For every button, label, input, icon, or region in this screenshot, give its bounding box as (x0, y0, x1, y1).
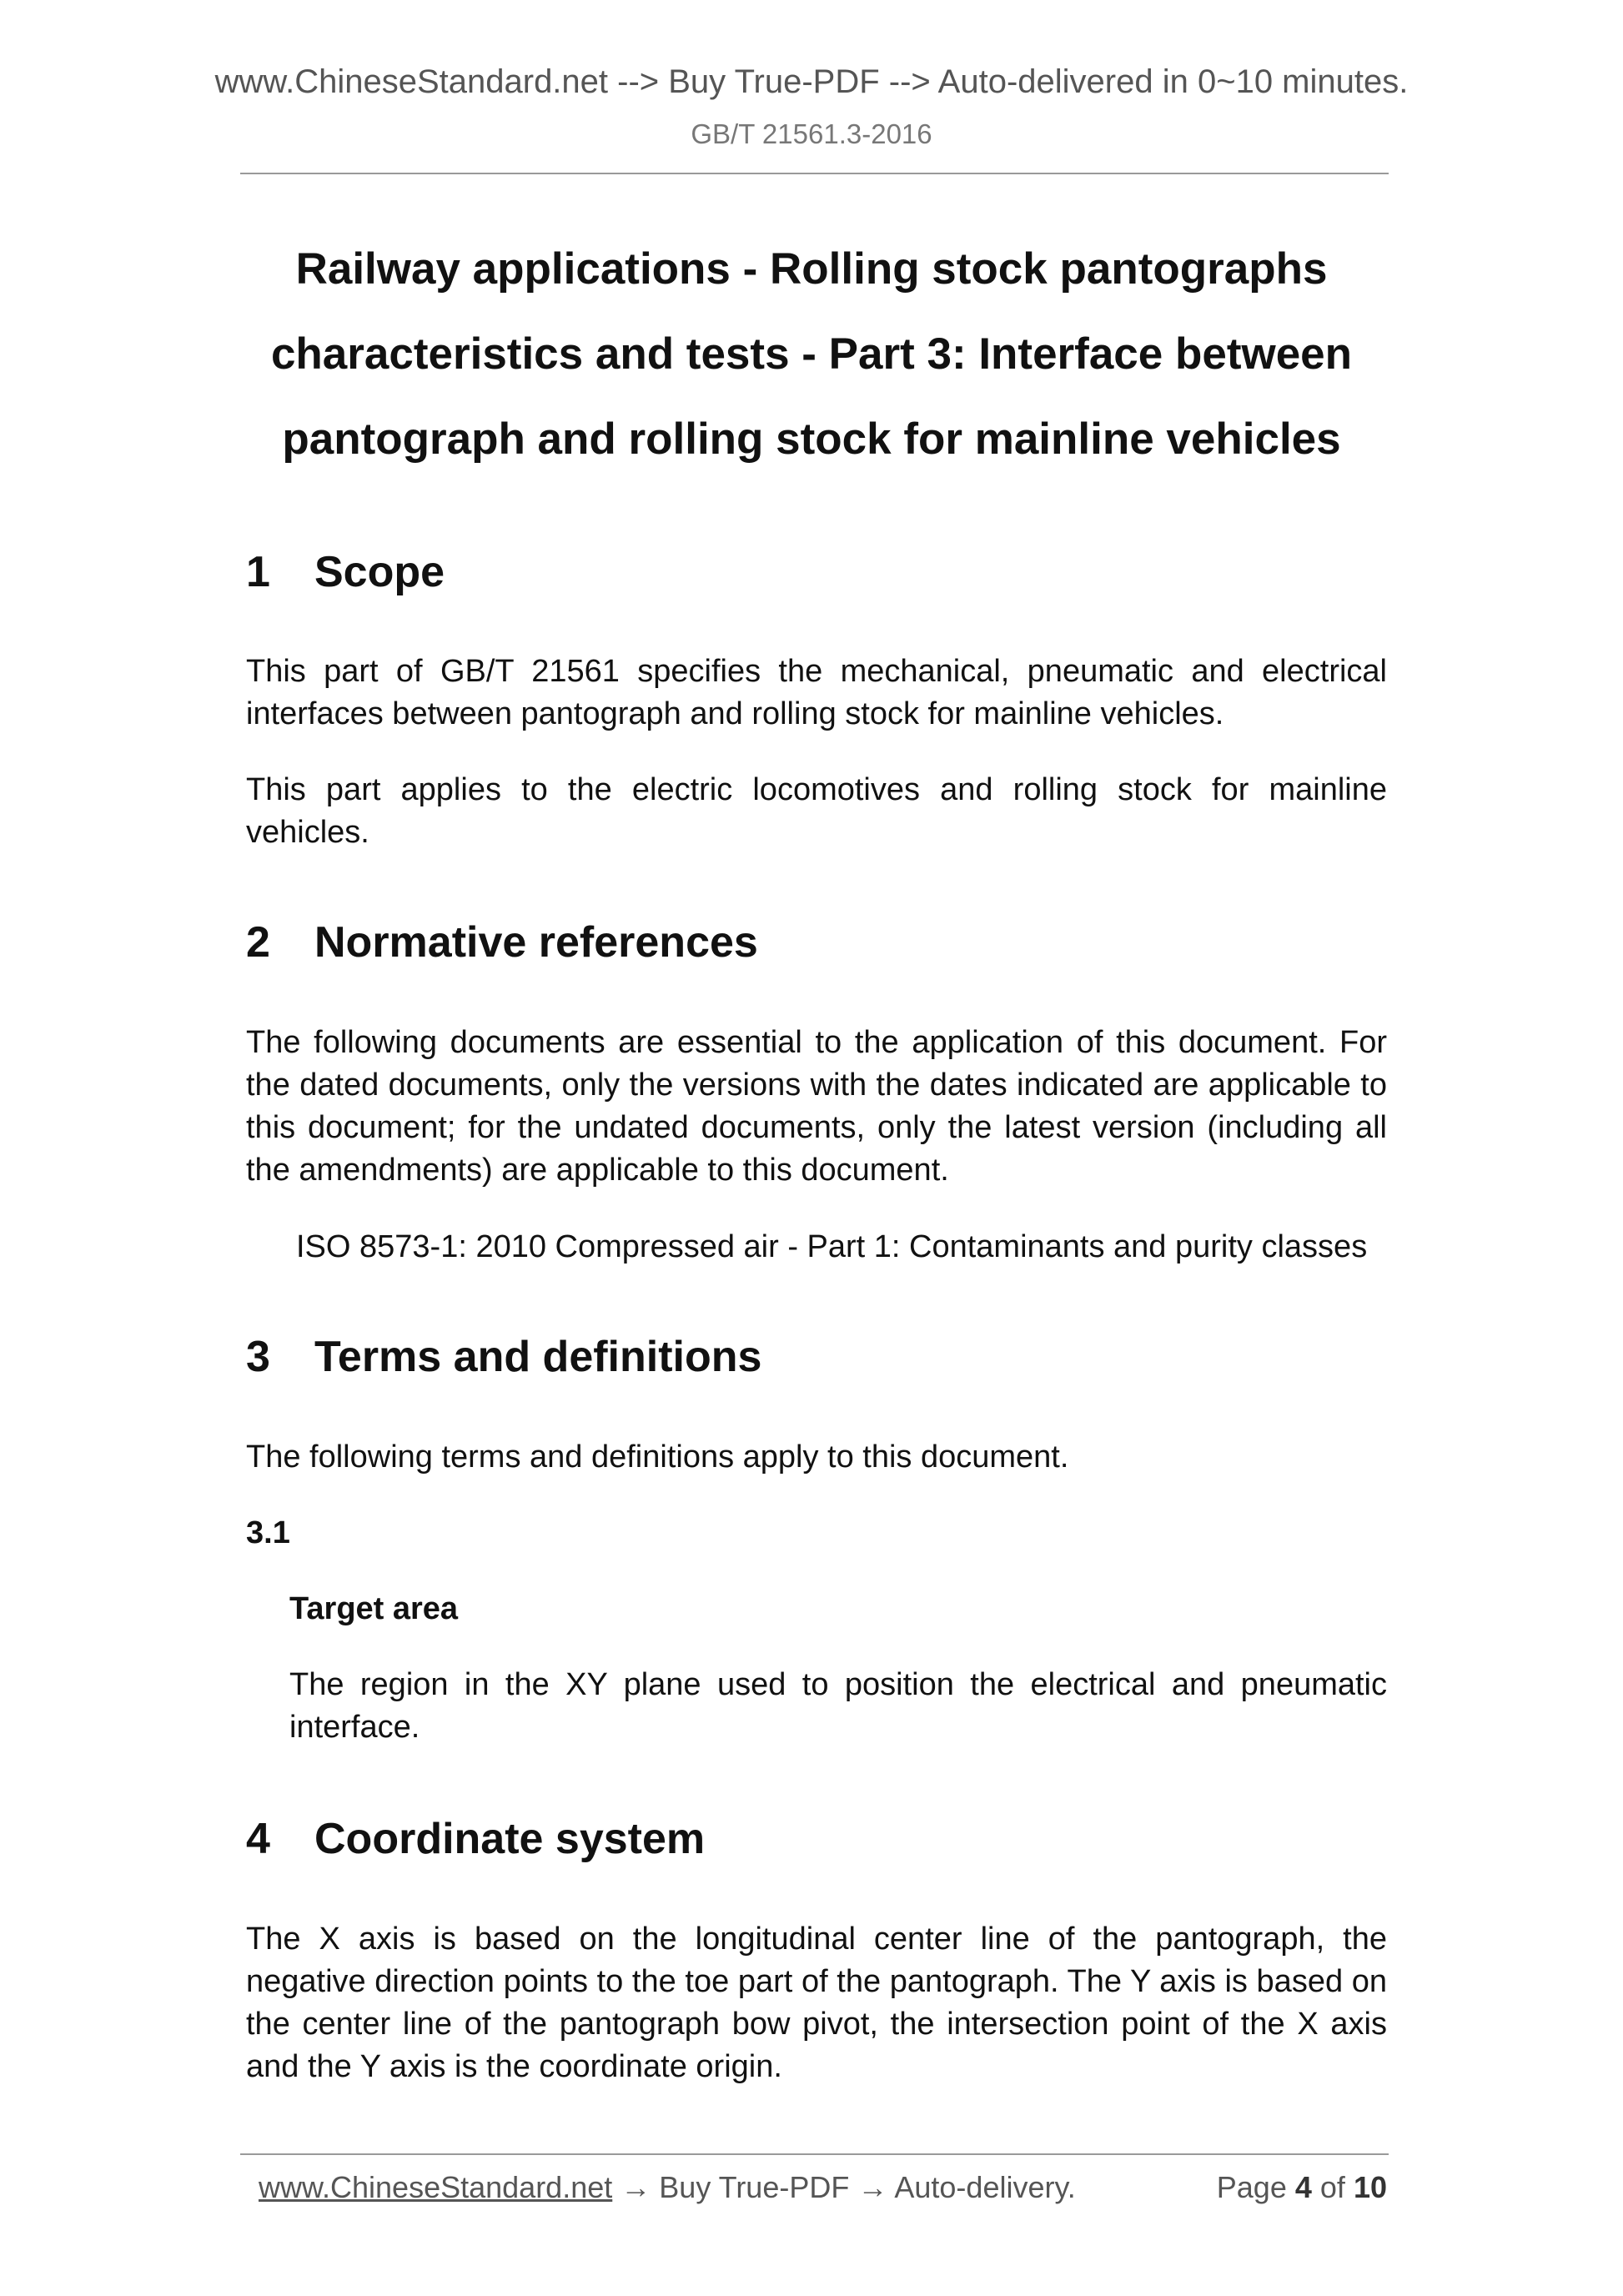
header-banner: www.ChineseStandard.net --> Buy True-PDF --> Auto-delivered in 0~10 minutes. (214, 63, 1409, 100)
section-heading-normative-references (246, 917, 758, 967)
term-number: 3.1 (246, 1515, 290, 1550)
section-title: Scope (314, 548, 445, 596)
scope-paragraph-1: This part of GB/T 21561 specifies the mechanical, pneumatic and electrical interfaces between pantograph and rolling stock for mainline vehicles. (246, 654, 1387, 731)
document-title (217, 227, 1406, 482)
term-definition: The region in the XY plane used to position the electrical and pneumatic interface. (289, 1667, 1387, 1745)
footer-links (259, 2170, 1076, 2205)
section-title: Coordinate system (314, 1815, 706, 1863)
scope-paragraph-2: This part applies to the electric locomotives and rolling stock for mainline vehicles. (246, 772, 1387, 850)
total-pages: 10 (1353, 2170, 1387, 2204)
page-number: 4 (1294, 2170, 1312, 2204)
header-divider (240, 173, 1389, 174)
section-number: 4 (246, 1815, 270, 1863)
arrow-icon: → (857, 2170, 888, 2204)
normative-paragraph: The following documents are essential to the application of this document. For the dated documents, only the versions with the dates indicated are applicable to this document; for the undated documents, only the latest version (including all the amendments) are applicable to this document. (246, 1025, 1387, 1188)
section-title: Terms and definitions (314, 1333, 762, 1381)
page-indicator (1217, 2170, 1387, 2205)
arrow-icon: → (621, 2170, 651, 2204)
section-number: 2 (246, 918, 270, 967)
reference-item: ISO 8573-1: 2010 Compressed air - Part 1: Contaminants and purity classes (296, 1229, 1368, 1264)
footer-delivery-text: Auto-delivery. (894, 2170, 1076, 2204)
section-heading-coordinate-system (246, 1814, 705, 1864)
title-line-2: characteristics and tests - Part 3: Interface between (270, 329, 1353, 379)
footer-divider (240, 2153, 1389, 2155)
section-number: 3 (246, 1333, 270, 1381)
section-number: 1 (246, 548, 270, 596)
section-heading-terms (246, 1332, 761, 1382)
title-line-3: pantograph and rolling stock for mainline vehicles (282, 414, 1341, 464)
footer-site-link[interactable]: www.ChineseStandard.net (259, 2170, 613, 2204)
title-line-1: Railway applications - Rolling stock pantographs (295, 244, 1328, 294)
term-name: Target area (289, 1591, 459, 1626)
coordinate-paragraph: The X axis is based on the longitudinal center line of the pantograph, the negative direction points to the toe part of the pantograph. The Y axis is based on the center line of the pantograph bow pivot, the intersection point of the X axis and the Y axis is the coordinate origin. (246, 1922, 1387, 2084)
footer-buy-text: Buy True-PDF (659, 2170, 850, 2204)
terms-paragraph: The following terms and definitions apply to this document. (246, 1439, 1069, 1475)
section-heading-scope (246, 547, 445, 597)
of-label: of (1319, 2170, 1345, 2204)
page-label: Page (1216, 2170, 1287, 2204)
standard-code: GB/T 21561.3-2016 (691, 118, 932, 149)
section-title: Normative references (314, 918, 758, 967)
